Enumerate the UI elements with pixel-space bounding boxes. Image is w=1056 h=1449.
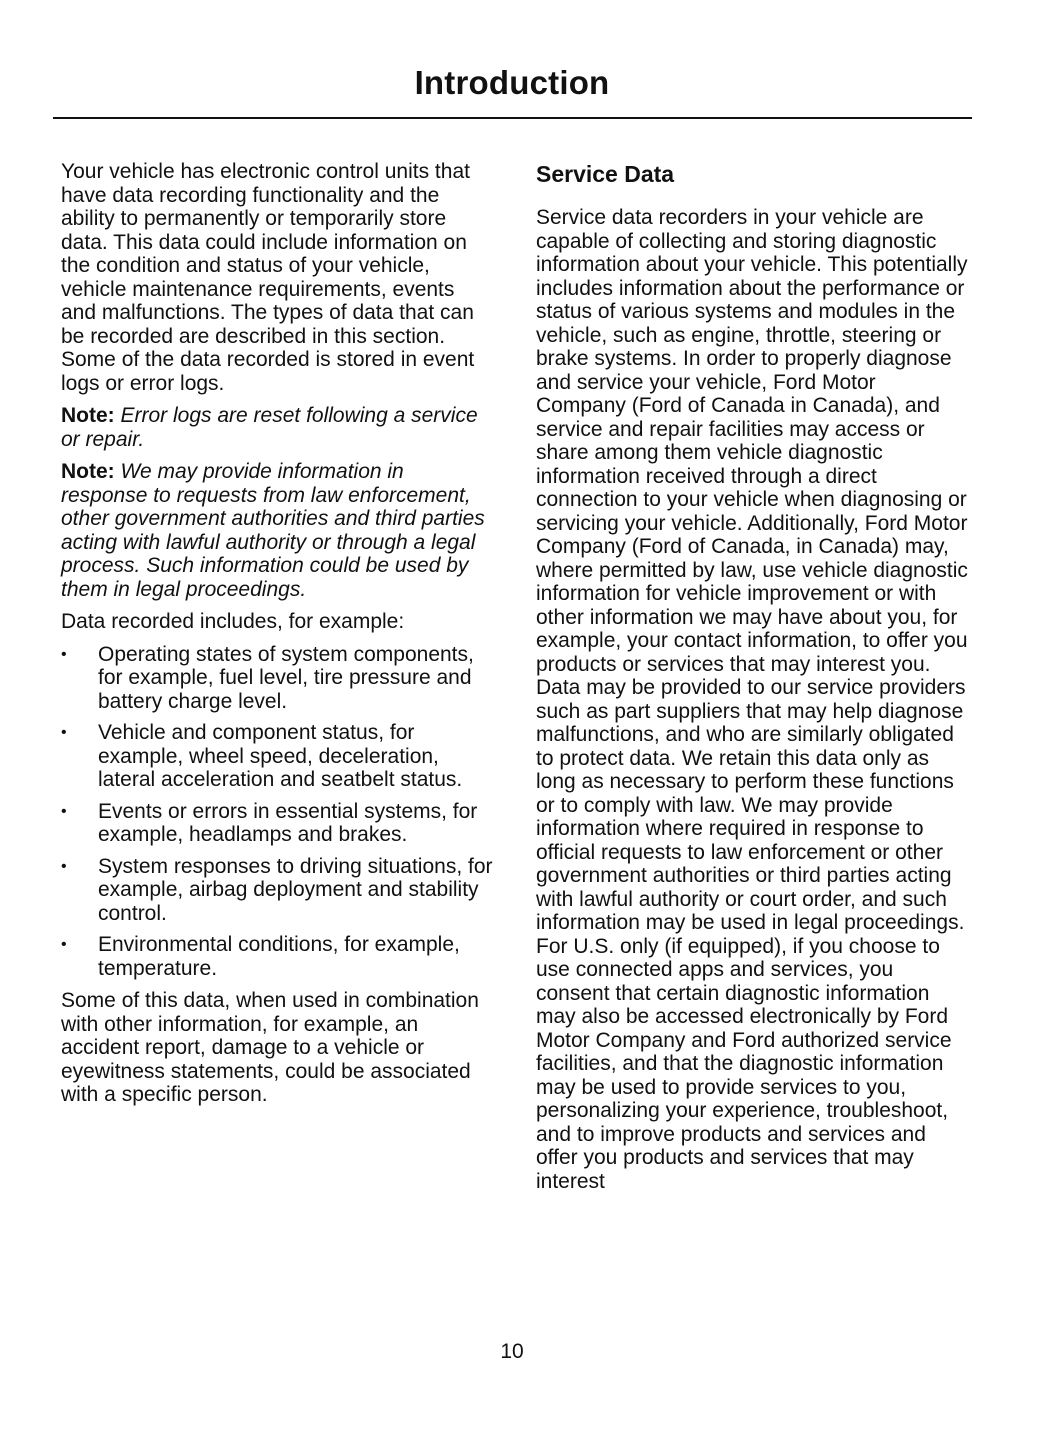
title-divider bbox=[53, 117, 972, 119]
page-number: 10 bbox=[500, 1340, 524, 1363]
bullet-icon: • bbox=[61, 936, 67, 953]
bullet-icon: • bbox=[61, 802, 67, 820]
list-item-text: Operating states of system components, for example, fuel level, tire pressure and battery charge level. bbox=[98, 642, 474, 713]
section-heading-service-data: Service Data bbox=[536, 161, 675, 187]
closing-paragraph: Some of this data, when used in combination with other information, for example, an accident report, damage to a vehicle or eyewitness statements, could be associated with a specific person. bbox=[61, 989, 479, 1106]
bullet-icon: • bbox=[61, 724, 67, 741]
list-item-text: Environmental conditions, for example, temperature. bbox=[98, 933, 460, 980]
list-item-text: Events or errors in essential systems, for example, headlamps and brakes. bbox=[98, 799, 478, 846]
list-item bbox=[61, 855, 493, 926]
service-data-paragraph: Service data recorders in your vehicle are capable of collecting and storing diagnostic information about your vehicle. This potentially includes information about the performance or status of various systems and modules in the vehicle, such as engine, throttle, steering or brake systems. In order to properly diagnose and service your vehicle, Ford Motor Company (Ford of Canada in Canada), and service and repair facilities may access or share among them vehicle diagnostic information received through a direct connection to your vehicle when diagnosing or servicing your vehicle. Additionally, Ford Motor Company (Ford of Canada, in Canada) may, where permitted by law, use vehicle diagnostic information for vehicle improvement or with other information we may have about you, for example, your contact information, to offer you products or services that may interest you. Data may be provided to our service providers such as part suppliers that may help diagnose malfunctions, and who are similarly obligated to protect data. We retain this data only as long as necessary to perform these functions or to comply with law. We may provide information where required in response to official requests to law enforcement or other government authorities or third parties acting with lawful authority or court order, and such information may be used in legal proceedings. For U.S. only (if equipped), if you choose to use connected apps and services, you consent that certain diagnostic information may also be accessed electronically by Ford Motor Company and Ford authorized service facilities, and that the diagnostic information may be used to provide services to you, personalizing your experience, troubleshoot, and to improve products and services and offer you products and services that may interest bbox=[536, 206, 968, 1193]
page-title: Introduction bbox=[414, 64, 610, 101]
right-column bbox=[536, 160, 968, 1202]
note-law-enforcement bbox=[61, 460, 493, 601]
list-item-text: Vehicle and component status, for example, wheel speed, deceleration, lateral acceleration and seatbelt status. bbox=[98, 721, 463, 791]
list-item bbox=[61, 800, 493, 847]
list-item-text: System responses to driving situations, for example, airbag deployment and stability control. bbox=[98, 854, 493, 925]
list-item bbox=[61, 933, 493, 980]
bullet-icon: • bbox=[61, 857, 67, 875]
note-error-logs bbox=[61, 404, 493, 451]
note-label: Note: bbox=[61, 404, 115, 427]
note-text: We may provide information in response to requests from law enforcement, other government authorities and third parties acting with lawful authority or through a legal process. Such information could be used by them in legal proceedings. bbox=[61, 460, 485, 601]
bullet-icon: • bbox=[61, 645, 67, 663]
note-text: Error logs are reset following a service or repair. bbox=[61, 404, 478, 451]
list-intro: Data recorded includes, for example: bbox=[61, 610, 405, 633]
list-item bbox=[61, 643, 493, 714]
intro-paragraph: Your vehicle has electronic control units that have data recording functionality and the ability to permanently or temporarily store data. This data could include information on the condition and status of your vehicle, vehicle maintenance requirements, events and malfunctions. The types of data that can be recorded are described in this section. Some of the data recorded is stored in event logs or error logs. bbox=[61, 160, 475, 395]
list-item bbox=[61, 721, 493, 792]
data-recorded-list bbox=[61, 643, 493, 981]
left-column bbox=[61, 160, 493, 1116]
note-label: Note: bbox=[61, 460, 115, 483]
